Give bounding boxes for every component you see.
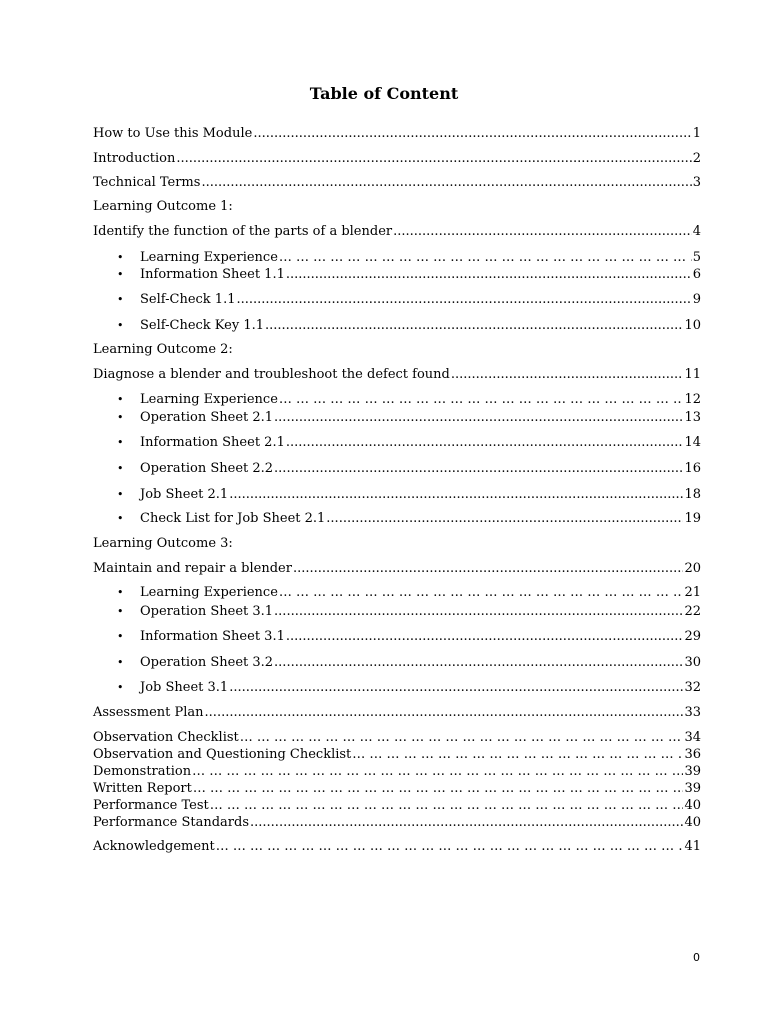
toc-entry-text: Information Sheet 1.1 — [140, 267, 285, 282]
toc-entry-text: Assessment Plan — [93, 705, 204, 720]
toc-entry[interactable] — [93, 366, 701, 384]
toc-leader — [250, 814, 683, 832]
toc-page: 14 — [684, 435, 701, 450]
toc-page: 33 — [684, 705, 701, 720]
toc-entry-text: Diagnose a blender and troubleshoot the defect found — [93, 367, 450, 382]
toc-entry[interactable] — [93, 763, 701, 781]
toc-leader — [229, 679, 683, 697]
toc-entry-text: Job Sheet 3.1 — [140, 680, 229, 695]
toc-leader — [279, 584, 684, 602]
section-heading: Learning Outcome 3: — [93, 536, 233, 551]
toc-page: 29 — [684, 629, 701, 644]
toc-entry-text: Check List for Job Sheet 2.1 — [140, 511, 326, 526]
toc-entry[interactable] — [93, 174, 701, 192]
toc-entry[interactable] — [93, 838, 701, 856]
toc-entry[interactable] — [93, 125, 701, 143]
toc-subentry[interactable] — [117, 249, 701, 267]
toc-subentry[interactable] — [117, 679, 701, 697]
toc-entry-text: Operation Sheet 3.2 — [140, 655, 274, 670]
toc-leader — [210, 797, 684, 815]
toc-entry-text: Learning Experience — [140, 392, 278, 407]
toc-page: 20 — [684, 561, 701, 576]
toc-leader — [201, 174, 691, 192]
toc-entry[interactable] — [93, 814, 701, 832]
toc-page: 4 — [692, 224, 701, 239]
toc-entry-text: Acknowledgement — [93, 839, 215, 854]
bullet-icon: • — [117, 251, 124, 264]
toc-entry-text: Information Sheet 3.1 — [140, 629, 285, 644]
toc-page: 18 — [684, 487, 701, 502]
bullet-icon: • — [117, 605, 124, 618]
toc-page: 9 — [692, 292, 701, 307]
toc-entry-text: Identify the function of the parts of a blender — [93, 224, 393, 239]
toc-subentry[interactable] — [117, 317, 701, 335]
toc-entry[interactable] — [93, 560, 701, 578]
toc-leader — [176, 150, 691, 168]
toc-leader — [279, 391, 684, 409]
toc-entry-text: Observation Checklist — [93, 730, 239, 745]
toc-subentry[interactable] — [117, 628, 701, 646]
toc-entry-text: How to Use this Module — [93, 126, 253, 141]
page-number: 0 — [693, 951, 700, 964]
toc-entry-text: Demonstration — [93, 764, 192, 779]
bullet-icon: • — [117, 393, 124, 406]
toc-leader — [192, 763, 683, 781]
section-heading: Learning Outcome 1: — [93, 199, 233, 214]
section-heading: Learning Outcome 2: — [93, 342, 233, 357]
toc-page: 40 — [684, 798, 701, 813]
toc-leader — [286, 434, 684, 452]
toc-entry-text: Job Sheet 2.1 — [140, 487, 229, 502]
bullet-icon: • — [117, 411, 124, 424]
toc-page: 2 — [692, 151, 701, 166]
toc-leader — [279, 249, 692, 267]
toc-subentry[interactable] — [117, 434, 701, 452]
bullet-icon: • — [117, 586, 124, 599]
toc-entry-text: Performance Standards — [93, 815, 250, 830]
toc-leader — [265, 317, 683, 335]
toc-page: 19 — [684, 511, 701, 526]
bullet-icon: • — [117, 462, 124, 475]
toc-entry-text: Performance Test — [93, 798, 209, 813]
toc-entry-text: Operation Sheet 2.1 — [140, 410, 274, 425]
toc-entry[interactable] — [93, 797, 701, 815]
toc-leader — [286, 266, 692, 284]
toc-page: 39 — [684, 764, 701, 779]
toc-subentry[interactable] — [117, 654, 701, 672]
toc-leader — [274, 460, 683, 478]
toc-subentry[interactable] — [117, 266, 701, 284]
toc-leader — [205, 704, 684, 722]
toc-subentry[interactable] — [117, 603, 701, 621]
toc-page: 40 — [684, 815, 701, 830]
toc-entry[interactable] — [93, 704, 701, 722]
toc-page: 21 — [684, 585, 701, 600]
toc-entry[interactable] — [93, 729, 701, 747]
toc-leader — [240, 729, 684, 747]
toc-leader — [236, 291, 691, 309]
toc-entry-text: Maintain and repair a blender — [93, 561, 292, 576]
toc-leader — [229, 486, 683, 504]
toc-entry-text: Technical Terms — [93, 175, 201, 190]
toc-entry-text: Information Sheet 2.1 — [140, 435, 285, 450]
toc-page: 32 — [684, 680, 701, 695]
toc-subentry[interactable] — [117, 460, 701, 478]
toc-page: 34 — [684, 730, 701, 745]
toc-page: 12 — [684, 392, 701, 407]
toc-page: 41 — [684, 839, 701, 854]
toc-leader — [326, 510, 683, 528]
toc-page: 39 — [684, 781, 701, 796]
toc-entry-text: Learning Experience — [140, 585, 278, 600]
toc-page: 6 — [692, 267, 701, 282]
toc-page: 16 — [684, 461, 701, 476]
toc-entry[interactable] — [93, 746, 701, 764]
toc-entry-text: Operation Sheet 3.1 — [140, 604, 274, 619]
toc-entry-text: Written Report — [93, 781, 192, 796]
bullet-icon: • — [117, 436, 124, 449]
toc-leader — [286, 628, 684, 646]
bullet-icon: • — [117, 268, 124, 281]
toc-page: 3 — [692, 175, 701, 190]
toc-entry-text: Self-Check 1.1 — [140, 292, 236, 307]
toc-entry-text: Learning Experience — [140, 250, 278, 265]
toc-entry-text: Observation and Questioning Checklist — [93, 747, 352, 762]
toc-leader — [253, 125, 691, 143]
toc-title: Table of Content — [309, 84, 459, 103]
toc-leader — [293, 560, 684, 578]
toc-page: 11 — [684, 367, 701, 382]
toc-page: 1 — [692, 126, 701, 141]
toc-entry[interactable] — [93, 223, 701, 241]
toc-page: 13 — [684, 410, 701, 425]
toc-page: 10 — [684, 318, 701, 333]
toc-subentry[interactable] — [117, 409, 701, 427]
toc-subentry[interactable] — [117, 584, 701, 602]
toc-entry[interactable] — [93, 780, 701, 798]
toc-page: 22 — [684, 604, 701, 619]
toc-entry-text: Introduction — [93, 151, 176, 166]
toc-subentry[interactable] — [117, 391, 701, 409]
toc-leader — [274, 409, 683, 427]
toc-page: 30 — [684, 655, 701, 670]
toc-entry-text: Operation Sheet 2.2 — [140, 461, 274, 476]
toc-leader — [451, 366, 684, 384]
toc-subentry[interactable] — [117, 486, 701, 504]
toc-subentry[interactable] — [117, 291, 701, 309]
bullet-icon: • — [117, 293, 124, 306]
toc-leader — [393, 223, 692, 241]
bullet-icon: • — [117, 656, 124, 669]
toc-leader — [193, 780, 684, 798]
toc-leader — [216, 838, 684, 856]
bullet-icon: • — [117, 319, 124, 332]
toc-page: 5 — [692, 250, 701, 265]
toc-entry-text: Self-Check Key 1.1 — [140, 318, 265, 333]
bullet-icon: • — [117, 630, 124, 643]
bullet-icon: • — [117, 512, 124, 525]
toc-leader — [274, 603, 683, 621]
toc-leader — [352, 746, 683, 764]
bullet-icon: • — [117, 488, 124, 501]
toc-leader — [274, 654, 683, 672]
toc-page: 36 — [684, 747, 701, 762]
toc-entry[interactable] — [93, 150, 701, 168]
toc-subentry[interactable] — [117, 510, 701, 528]
bullet-icon: • — [117, 681, 124, 694]
